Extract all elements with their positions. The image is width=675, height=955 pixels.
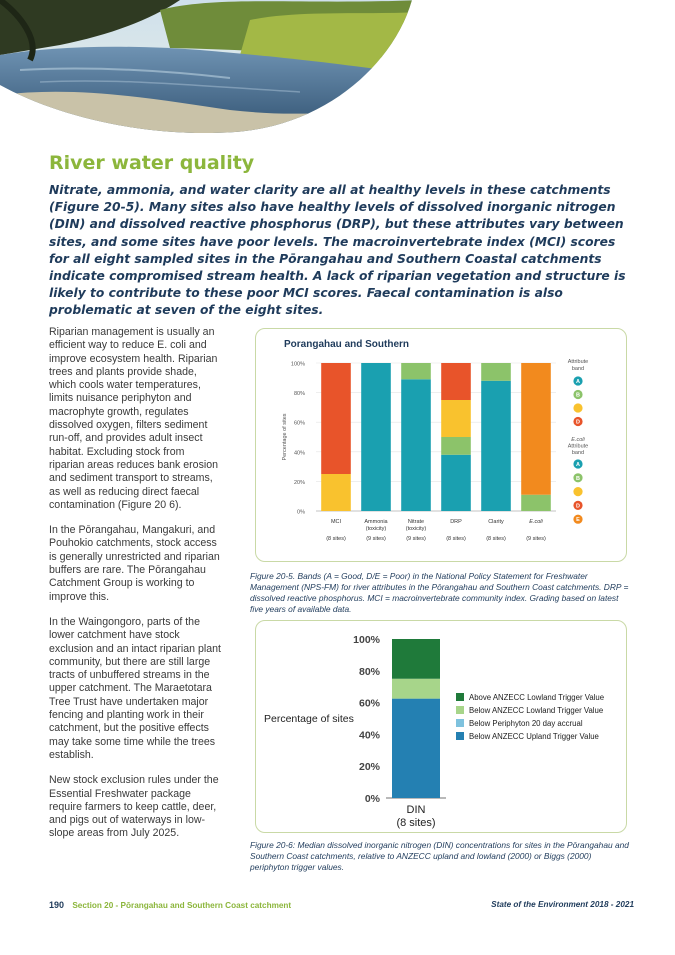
legend-band-label: D — [576, 419, 580, 426]
legend-title: band — [571, 366, 585, 372]
site-count-label: (8 sites) — [326, 536, 346, 542]
y-tick-label: 80% — [293, 391, 305, 398]
legend-ecoli-marker-c — [573, 487, 582, 496]
y-tick-label: 100% — [353, 634, 380, 646]
legend-swatch — [456, 706, 464, 714]
bar-segment-b — [521, 495, 551, 511]
legend-band-label: B — [576, 392, 580, 399]
body-paragraph: Riparian management is usually an efficient way to reduce E. coli and improve ecosystem health. Riparian trees and plants provide shade, which cools water temperatures, limits nuisance periphyton and macrophyte growth, regulates dissolved oxygen, filters sediment run-off, and provides adult insect habitat. Excluding stock from riparian areas reduces bank erosion and sediment transport to streams, as well as reducing direct faecal contamination (Figure 20 6). — [49, 326, 219, 511]
legend-title: Attribute — [567, 443, 589, 450]
y-tick-label: 0% — [297, 509, 305, 516]
body-paragraph: In the Pōrangahau, Mangakuri, and Pouhokio catchments, stock access is generally unrestricted and riparian buffers are rare. The Pōrangahau Catchment Group is working to improve this. — [49, 524, 220, 603]
legend-label: Above ANZECC Lowland Trigger Value — [469, 693, 605, 702]
bar-segment-d — [321, 363, 351, 474]
y-tick-label: 100% — [290, 361, 305, 368]
bar-segment-b — [441, 437, 471, 455]
x-tick-label: Clarity — [488, 519, 504, 525]
y-axis-label: Percentage of sites — [282, 413, 288, 461]
attribute-band-chart-svg — [256, 329, 628, 563]
x-tick-label: MCI — [330, 519, 342, 525]
x-tick-label: DRP — [450, 519, 462, 525]
body-column — [49, 326, 221, 853]
bar-segment — [392, 699, 440, 798]
legend-ecoli-label: A — [576, 462, 580, 468]
legend-label: Below ANZECC Upland Trigger Value — [469, 732, 599, 741]
din-chart-svg — [256, 621, 628, 834]
bar-segment — [392, 679, 440, 699]
page-footer — [49, 900, 634, 910]
x-tick-label: DIN — [406, 804, 426, 816]
bar-segment-e — [521, 363, 551, 495]
legend-ecoli-label: B — [576, 475, 580, 482]
x-tick-label: (toxicity) — [405, 526, 427, 532]
bar-segment-c — [441, 400, 471, 437]
footer-report-title: State of the Environment 2018 - 2021 — [491, 900, 634, 909]
bar-segment — [392, 639, 440, 679]
page-number: 190 — [49, 900, 65, 910]
y-tick-label: 0% — [364, 793, 380, 805]
x-tick-label: Nitrate — [407, 519, 425, 525]
bar-segment-a — [481, 381, 511, 511]
y-tick-label: 80% — [358, 665, 380, 678]
attribute-band-chart — [255, 328, 627, 562]
legend-label: Below ANZECC Lowland Trigger Value — [469, 706, 604, 715]
site-count-label: (9 sites) — [406, 536, 426, 542]
bar-segment-b — [481, 363, 511, 381]
bar-segment-c — [321, 474, 351, 511]
lead-paragraph: Nitrate, ammonia, and water clarity are all at healthy levels in these catchments (Figure 20-5). Many sites also have healthy levels of dissolved inorganic nitrogen (DIN) and dissolved reactive phosphorus (DRP), but these attributes vary between sites, and some sites have poor levels. The macroinvertebrate index (MCI) scores for all eight sampled sites in the Pōrangahau and Southern Coastal catchments indicate compromised stream health. A lack of riparian vegetation and structure is likely to contribute to these poor MCI scores. Faecal contamination is also problematic at seven of the eight sites. — [49, 183, 626, 318]
body-paragraph: In the Waingongoro, parts of the lower catchment have stock exclusion and an intact riparian plant community, but there are still large tracts of unbuffered streams in the upper catchment. The Maraetotara Tree Trust have undertaken major fencing and planting work in their catchment, but the positive effects may take some time while the trees establish. — [49, 615, 221, 761]
bar-segment-a — [401, 379, 431, 511]
legend-swatch — [456, 693, 464, 701]
y-tick-label: 40% — [358, 729, 380, 742]
footer-section: Section 20 - Pōrangahau and Southern Coast catchment — [72, 901, 292, 910]
figure-caption-20-5: Figure 20-5. Bands (A = Good, D/E = Poor) in the National Policy Statement for Freshwater Management (NPS-FM) for river attributes in the Pōrangahau and Southern Coast catchments. DRP = dissolved reactive phosphorus. MCI = macroinvertebrate community index. Grading based on latest five years of available data. — [250, 571, 629, 614]
legend-title: Attribute — [567, 359, 589, 365]
bar-segment-b — [401, 363, 431, 379]
y-tick-label: 60% — [358, 697, 380, 710]
y-tick-label: 60% — [293, 420, 305, 427]
x-tick-label: Ammonia — [364, 519, 388, 525]
x-tick-label: E.coli — [529, 519, 543, 525]
legend-label: Below Periphyton 20 day accrual — [469, 719, 583, 728]
x-tick-label: (toxicity) — [365, 526, 387, 532]
y-tick-label: 20% — [358, 761, 380, 774]
y-tick-label: 40% — [293, 450, 305, 457]
bar-segment-a — [361, 363, 391, 511]
y-tick-label: 20% — [293, 479, 305, 486]
din-chart — [255, 620, 627, 833]
legend-title: band — [571, 450, 585, 456]
site-count-label: (8 sites) — [446, 536, 466, 542]
body-paragraph: New stock exclusion rules under the Essential Freshwater package require farmers to keep cattle, deer, and pigs out of waterways in low-slope areas from July 2025. — [49, 774, 219, 840]
bar-segment-a — [441, 455, 471, 511]
page-title: River water quality — [49, 152, 255, 174]
site-count-label: (8 sites) — [486, 536, 506, 542]
legend-title: E.coli — [571, 437, 585, 443]
figure-caption-20-6: Figure 20-6: Median dissolved inorganic nitrogen (DIN) concentrations for sites in the Pōrangahau and Southern Coast catchments, relative to ANZECC upland and lowland (2000) or Biggs (2000) periphyton trigger values. — [250, 840, 629, 872]
legend-swatch — [456, 719, 464, 727]
bar-segment-d — [441, 363, 471, 400]
y-axis-label: Percentage of sites — [264, 713, 354, 725]
legend-band-label: A — [576, 379, 580, 385]
site-count-label: (9 sites) — [526, 536, 546, 542]
chart-title: Porangahau and Southern — [284, 339, 410, 350]
site-count-label: (9 sites) — [366, 536, 386, 542]
legend-ecoli-label: E — [576, 517, 580, 524]
legend-swatch — [456, 732, 464, 740]
legend-band-marker-c — [573, 403, 582, 412]
legend-ecoli-label: D — [576, 503, 580, 510]
hero-river-photo — [0, 0, 420, 138]
site-count-label: (8 sites) — [396, 817, 436, 829]
